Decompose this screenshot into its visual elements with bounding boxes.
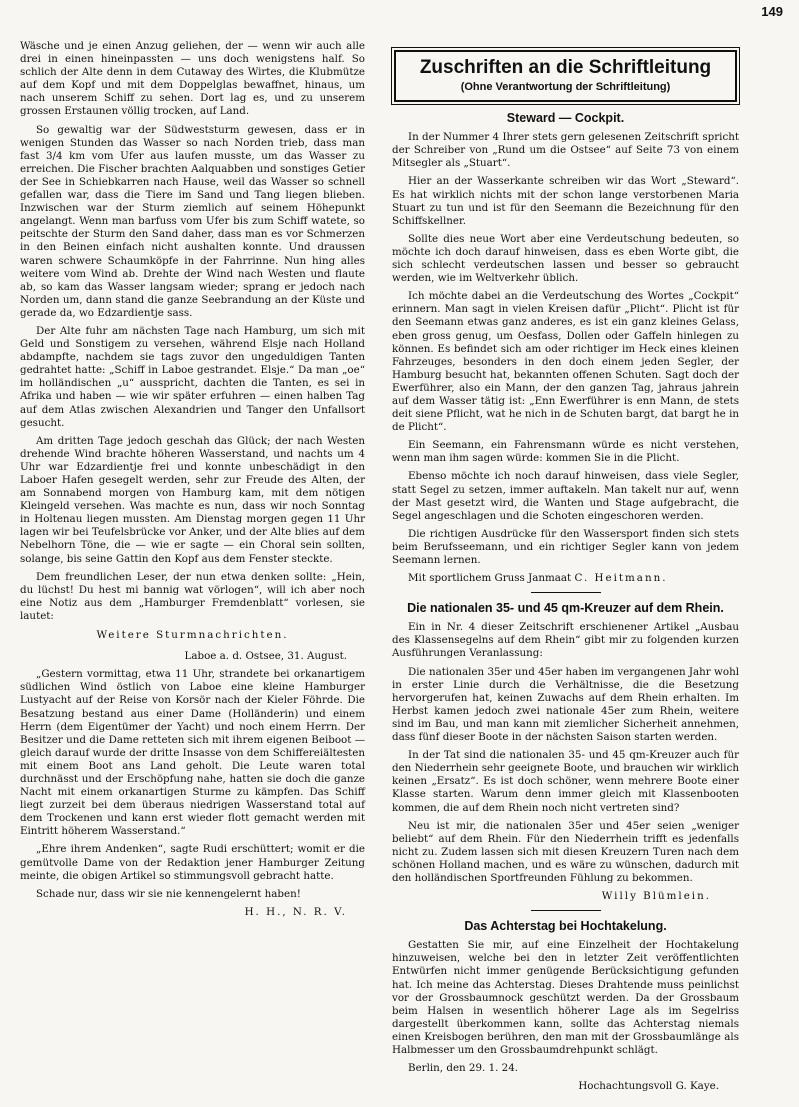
letter-paragraph: Neu ist mir, die nationalen 35er und 45er seien „weniger beliebt“ auf dem Rhein. Für den Niederrhein trifft es jedenfalls nicht zu. Zudem lassen sich mit diesen Kreuzern Turen nach dem schönen Holland machen, und es wäre zu wünschen, dadurch mit den holländischen Sportfreunden Fühlung zu bekommen.: [392, 819, 739, 884]
letter-heading-achterstag: Das Achterstag bei Hochtakelung.: [464, 919, 667, 934]
letter-signature: [392, 572, 739, 585]
masthead-title: Zuschriften an die Schriftleitung: [419, 57, 712, 78]
signature-name: C. Heitmann.: [574, 572, 668, 585]
letter-paragraph: Die nationalen 35er und 45er haben im vergangenen Jahr wohl in erster Linie durch die Verhältnisse, die die Besetzung hervorgerufen hat, keinen Zuwachs auf dem Rhein erhalten. Im Herbst kamen jedoch zwei nationale 45er zum Rhein, weitere sind im Bau, und man kann mit ziemlicher Sicherheit annehmen, dass fünf dieser Boote in der nächsten Saison starten werden.: [392, 665, 739, 744]
news-dateline: Laboe a. d. Ostsee, 31. August.: [184, 650, 347, 663]
story-paragraph: Dem freundlichen Leser, der nun etwa denken sollte: „Hein, du lüchst! Du hest mi bannig wat vörlogen“, will ich aber noch eine Notiz aus dem „Hamburger Fremdenblatt“ vorlesen, sie lautet:: [20, 570, 365, 622]
letter-paragraph: Die richtigen Ausdrücke für den Wassersport finden sich stets beim Berufsseemann, und ein richtiger Segler kann von jedem Seemann lernen.: [392, 527, 739, 566]
letter-heading-steward: Steward — Cockpit.: [506, 111, 625, 126]
section-masthead: [394, 50, 737, 102]
letter-paragraph: In der Tat sind die nationalen 35- und 45 qm-Kreuzer auch für den Niederrhein sehr geeignete Boote, und brauchen wir wirklich keinen „Ersatz“. Es ist doch schöner, wenn mehrere Boote einer Klasse starten. Warum denn immer gleich mit Klassenbooten kommen, die auf dem Rhein noch nicht vertreten sind?: [392, 749, 739, 814]
letter-signature: Hochachtungsvoll G. Kaye.: [578, 1080, 719, 1093]
story-paragraph: Am dritten Tage jedoch geschah das Glück; der nach Westen drehende Wind brachte höheren Wasserstand, und nachts um 4 Uhr war Edzardientje frei und konnte unbeschädigt in den Laboer Hafen gesegelt werden, sehr zur Freude des Alten, der am Sonnabend morgen von Hamburg kam, mit dem nötigen Kleingeld versehen. Was machte es nun, dass wir noch Sonntag in Holtenau liegen mussten. Am Dienstag morgen gegen 11 Uhr lagen wir bei Teufelsbrücke vor Anker, und der Alte blies auf dem Nebelhorn Töne, die — wie er sagte — ein Choral sein sollten, solange, bis seine Gattin den Kopf aus dem Fenster steckte.: [20, 434, 365, 565]
left-column: [20, 40, 365, 924]
letter-paragraph: Ein Seemann, ein Fahrensmann würde es nicht verstehen, wenn man ihm sagen würde: kommen Sie in die Plicht.: [392, 439, 739, 465]
letter-paragraph: In der Nummer 4 Ihrer stets gern gelesenen Zeitschrift spricht der Schreiber von „Rund um die Ostsee“ auf Seite 73 von einem Mitsegler als „Stuart“.: [392, 131, 739, 170]
divider-rule: [531, 910, 601, 911]
letter-heading-kreuzer: Die nationalen 35- und 45 qm-Kreuzer auf dem Rhein.: [407, 601, 724, 616]
page-number: 149: [761, 4, 783, 19]
letter-paragraph: Hier an der Wasserkante schreiben wir das Wort „Steward“. Es hat wirklich nichts mit der schon lange verstorbenen Maria Stuart zu tun und ist für den Seemann die Bezeichnung für den Schiffskellner.: [392, 175, 739, 227]
masthead-subtitle: (Ohne Verantwortung der Schriftleitung): [460, 81, 671, 93]
letter-dateline: Berlin, den 29. 1. 24.: [408, 1062, 519, 1075]
news-headline: Weitere Sturmnachrichten.: [96, 629, 289, 642]
story-paragraph: So gewaltig war der Südweststurm gewesen, dass er in wenigen Stunden das Wasser so nach Norden trieb, dass man fast 3/4 km vom Ufer aus laufen musste, um das Wasser zu erreichen. Die Fischer brachten Aalquabben und sonstiges Getier der See in Schiebkarren nach Hause, weil das Wasser so schnell gefallen war, dass die Tiere im Sand und Tang liegen blieben. Inzwischen war der Sturm ziemlich auf seinem Höhepunkt angelangt. Wenn man barfuss vom Ufer bis zum Schiff watete, so peitschte der Sturm den Sand daher, dass man es vor Schmerzen in den Beinen einfach nicht aushalten konnte. Und draussen waren schwere Schaumköpfe in der Fahrrinne. Nun hing alles weitere vom Wind ab. Drehte der Wind nach Westen und flaute ab, so kam das Wasser langsam wieder; sprang er jedoch nach Norden um, dann stand die ganze Seebrandung an der Küste und gerade da, wo Edzardientje sass.: [20, 123, 365, 319]
story-paragraph: Wäsche und je einen Anzug geliehen, der — wenn wir auch alle drei in einen hineinpassten — uns doch wenigstens half. So schlich der Alte denn in dem Cutaway des Wirtes, die Klubmütze auf dem Kopf und mit dem Doppelglas bewaffnet, hinaus, um nach unserem Schiff zu sehen. Dort lag es, und zu unserem grossen Erstaunen völlig trocken, auf Land.: [20, 40, 365, 118]
letter-signature: Willy Blümlein.: [601, 890, 711, 903]
story-paragraph: Schade nur, dass wir sie nie kennengelernt haben!: [36, 887, 301, 900]
story-paragraph: „Ehre ihrem Andenken“, sagte Rudi erschüttert; womit er die gemütvolle Dame von der Redaktion jener Hamburger Zeitung meinte, die obigen Artikel so stimmungsvoll gebracht hatte.: [20, 843, 365, 882]
story-signature: H. H., N. R. V.: [244, 905, 347, 918]
letter-paragraph: Ein in Nr. 4 dieser Zeitschrift erschienener Artikel „Ausbau des Klassensegelns auf dem Rhein“ gibt mir zu folgenden kurzen Ausführungen Veranlassung:: [392, 621, 739, 660]
letter-paragraph: Ebenso möchte ich noch darauf hinweisen, dass viele Segler, statt Segel zu setzen, immer auftakeln. Man takelt nur auf, wenn der Mast gesetzt wird, die Wanten und Stage aufgebracht, die Segel angeschlagen und die Schoten eingeschoren werden.: [392, 470, 739, 522]
letter-paragraph: Sollte dies neue Wort aber eine Verdeutschung bedeuten, so möchte ich doch darauf hinweisen, dass es eben Worte gibt, die sich schlecht verdeutschen lassen und besser so gebraucht werden, wie im Weltverkehr üblich.: [392, 232, 739, 285]
story-paragraph: Der Alte fuhr am nächsten Tage nach Hamburg, um sich mit Geld und Sonstigem zu versehen, während Elsje nach Holland abdampfte, nachdem sie tags zuvor den ungeduldigen Tanten gedrahtet hatte: „Schiff in Laboe gestrandet. Elsje.“ Da man „oe“ im holländischen „u“ ausspricht, dachten die Tanten, es sei in Afrika und haben — wie wir später erfuhren — einen halben Tag auf dem Atlas zwischen Alexandrien und Tanger den Unfallsort gesucht.: [20, 324, 365, 429]
letter-paragraph: Ich möchte dabei an die Verdeutschung des Wortes „Cockpit“ erinnern. Man sagt in vielen Kreisen dafür „Plicht“. Plicht ist für den Seemann etwas ganz anderes, es ist ein ganz kleines Gelass, eben gross genug, um Oesfass, Dollen oder Gaffeln hinlegen zu können. Es befindet sich am oder richtiger im Heck eines kleinen Fahrzeuges, besonders in den doch einem jeden Segler, der Hamburg besucht hat, bekannten offenen Schuten. Sagt doch der Ewerführer, also ein Mann, der den ganzen Tag, jahraus jahrein auf dem Wasser tätig ist: „Enn Ewerführer is enn Mann, de stets deit siene Pflicht, wat he nich in de Schuten bargt, dat bargt he in de Plicht“.: [392, 290, 739, 434]
divider-rule: [531, 592, 601, 593]
right-column: [392, 44, 739, 1098]
letter-paragraph: Gestatten Sie mir, auf eine Einzelheit der Hochtakelung hinzuweisen, welche bei den in letzter Zeit veröffentlichten Entwürfen nicht immer genügende Berücksichtigung gefunden hat. Ich meine das Achterstag. Dieses Drahtende muss peinlichst vor der Grossbaumnock geschützt werden. Da der Grossbaum beim Halsen in wesentlich höherer Lage als im Segelriss dargestellt überkommen kann, sollte das Achterstag niemals einen Kreisbogen berühren, den man mit der Grossbaumlänge als Halbmesser um den Grossbaumdrehpunkt schlägt.: [392, 939, 739, 1056]
signature-lead: Mit sportlichem Gruss Janmaat: [408, 572, 572, 585]
news-paragraph: „Gestern vormittag, etwa 11 Uhr, strandete bei orkanartigem südlichen Wind östlich von Laboe eine kleine Hamburger Lustyacht auf der Reise von Korsör nach der Kieler Föhrde. Die Besatzung bestand aus einer Dame (Holländerin) und einem Herrn (dem Eigentümer der Yacht) und noch einem Herrn. Der Besitzer und die Dame retteten sich mit ihrem eigenen Beiboot — gleich darauf wurde der dritte Insasse von dem Schiffereiältesten mit einem Boot ans Land geholt. Die Leute waren total durchnässt und der Erschöpfung nahe, hatten sie doch die ganze Nacht mit einem orkanartigen Sturme zu kämpfen. Das Schiff liegt zurzeit bei dem überaus niedrigen Wasserstand total auf dem Trockenen und kann erst wieder flott gemacht werden mit Eintritt höherem Wasserstand.“: [20, 668, 365, 838]
